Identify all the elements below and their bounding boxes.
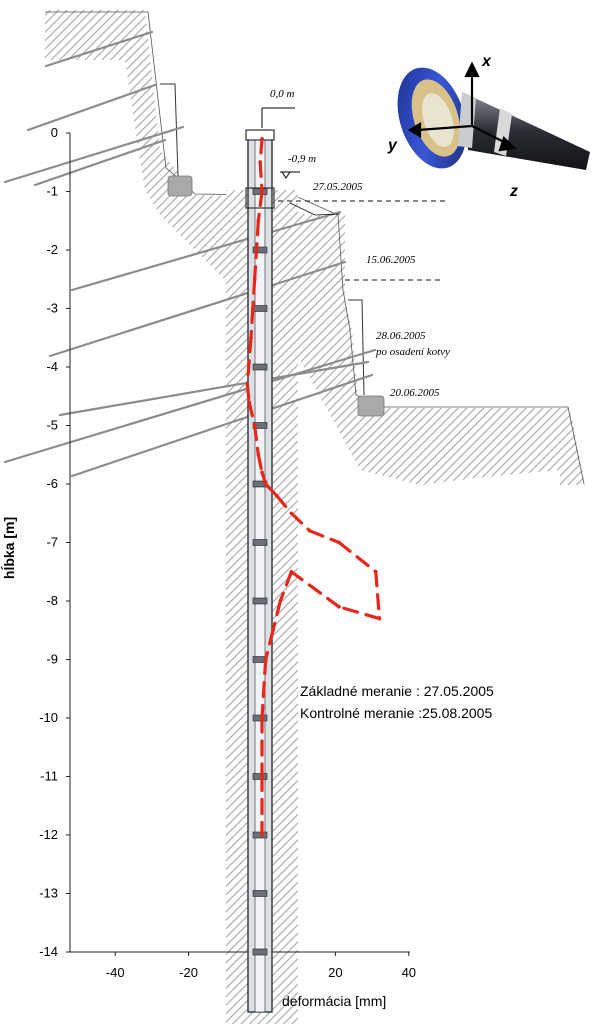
annotation-stage-note: po osadení kotvy: [376, 346, 450, 358]
y-tick-label: -6: [46, 476, 58, 491]
annotation-stage-20-06: 20.06.2005: [390, 387, 440, 399]
deformation-point: [337, 541, 341, 545]
y-tick-label: -1: [46, 183, 58, 199]
deformation-point: [246, 383, 250, 387]
deformation-point: [253, 277, 257, 281]
deformation-segment: [376, 572, 380, 619]
probe-axis-x-label: x: [482, 53, 491, 70]
deformation-point: [247, 400, 251, 404]
deformation-point: [374, 570, 378, 574]
deformation-segment: [251, 309, 253, 338]
deformation-point: [378, 617, 382, 621]
deformation-point: [264, 658, 268, 662]
y-tick-label: -5: [46, 417, 58, 433]
deformation-point: [290, 570, 294, 574]
deformation-point: [260, 716, 264, 720]
deformation-point: [253, 424, 257, 428]
left-retaining-wall: [45, 10, 585, 485]
y-tick-label: -2: [46, 242, 58, 257]
deformation-point: [260, 833, 264, 837]
casing-joint: [253, 306, 267, 312]
annotation-water-depth: -0,9 m: [288, 153, 317, 165]
water-level-marker: [280, 172, 300, 178]
deformation-segment: [339, 607, 379, 619]
footing-block-lower: [358, 396, 384, 416]
x-tick-label: 40: [401, 965, 417, 980]
top-level-marker: [262, 108, 295, 128]
deformation-point: [308, 529, 312, 533]
y-tick-label: -8: [46, 593, 58, 608]
probe-axis-y-label: y: [388, 137, 397, 154]
probe-axis-z-label: z: [510, 183, 518, 200]
annotation-top-depth: 0,0 m: [270, 88, 295, 100]
deformation-segment: [260, 162, 262, 191]
y-tick-label: -3: [46, 300, 58, 316]
y-tick-label: -12: [39, 827, 58, 842]
casing-joint: [253, 189, 267, 195]
casing-inner: [255, 132, 265, 1012]
y-tick-label: 0: [50, 125, 58, 140]
casing-joint: [253, 364, 267, 370]
casing-joint: [253, 891, 267, 897]
x-tick-label: 20: [328, 965, 343, 980]
deformation-point: [290, 511, 294, 515]
deformation-point: [260, 775, 264, 779]
deformation-point: [251, 307, 255, 311]
casing-joint: [253, 715, 267, 721]
casing-joint: [253, 949, 267, 955]
y-tick-label: -9: [46, 651, 58, 667]
deformation-point: [264, 482, 268, 486]
deformation-point: [260, 137, 264, 141]
measurement-base-note: Základné meranie : 27.05.2005: [300, 683, 494, 699]
y-tick-label: -13: [39, 885, 58, 901]
deformation-point: [271, 628, 275, 632]
anchor-9: [72, 375, 372, 476]
inclinometer-casing: [246, 130, 274, 1012]
measurement-control-note: Kontrolné meranie :25.08.2005: [300, 705, 493, 721]
y-axis-title: hĺbka [m]: [1, 516, 17, 580]
y-tick-label: -14: [39, 944, 58, 959]
deformation-segment: [310, 531, 339, 543]
deformation-segment: [253, 279, 255, 308]
casing-joint: [253, 832, 267, 838]
deformation-point: [249, 336, 253, 340]
probe-inset: [385, 53, 590, 200]
deformation-point: [257, 219, 261, 223]
casing-joint: [253, 774, 267, 780]
deformation-segment: [247, 385, 249, 403]
deformation-point: [260, 190, 264, 194]
deformation-point: [275, 494, 279, 498]
deformation-point: [260, 471, 264, 475]
footing-block-upper: [168, 176, 192, 196]
deformation-point: [257, 453, 261, 457]
x-tick-label: -20: [179, 965, 198, 980]
deformation-point: [337, 605, 341, 609]
x-tick-label: -40: [105, 965, 125, 980]
annotation-stage-15-06: 15.06.2005: [366, 254, 416, 266]
casing-joint: [253, 540, 267, 546]
y-tick-label: -11: [40, 768, 58, 784]
y-tick-label: -4: [46, 359, 58, 374]
anchor-7: [5, 350, 375, 462]
annotation-stage-28-06: 28.06.2005: [376, 330, 426, 342]
deformation-point: [279, 599, 283, 603]
casing-head: [246, 130, 274, 140]
y-tick-label: -7: [46, 534, 58, 550]
x-axis-title: deformácia [mm]: [282, 993, 387, 1009]
probe-axis-x-head: [466, 64, 478, 76]
deformation-segment: [291, 572, 339, 607]
deformation-segment: [339, 543, 376, 572]
y-axis-ticks: [39, 125, 70, 959]
y-tick-label: -10: [39, 710, 58, 725]
casing-joint: [253, 598, 267, 604]
deformation-point: [258, 160, 262, 164]
annotation-stage-27-05: 27.05.2005: [313, 181, 363, 193]
